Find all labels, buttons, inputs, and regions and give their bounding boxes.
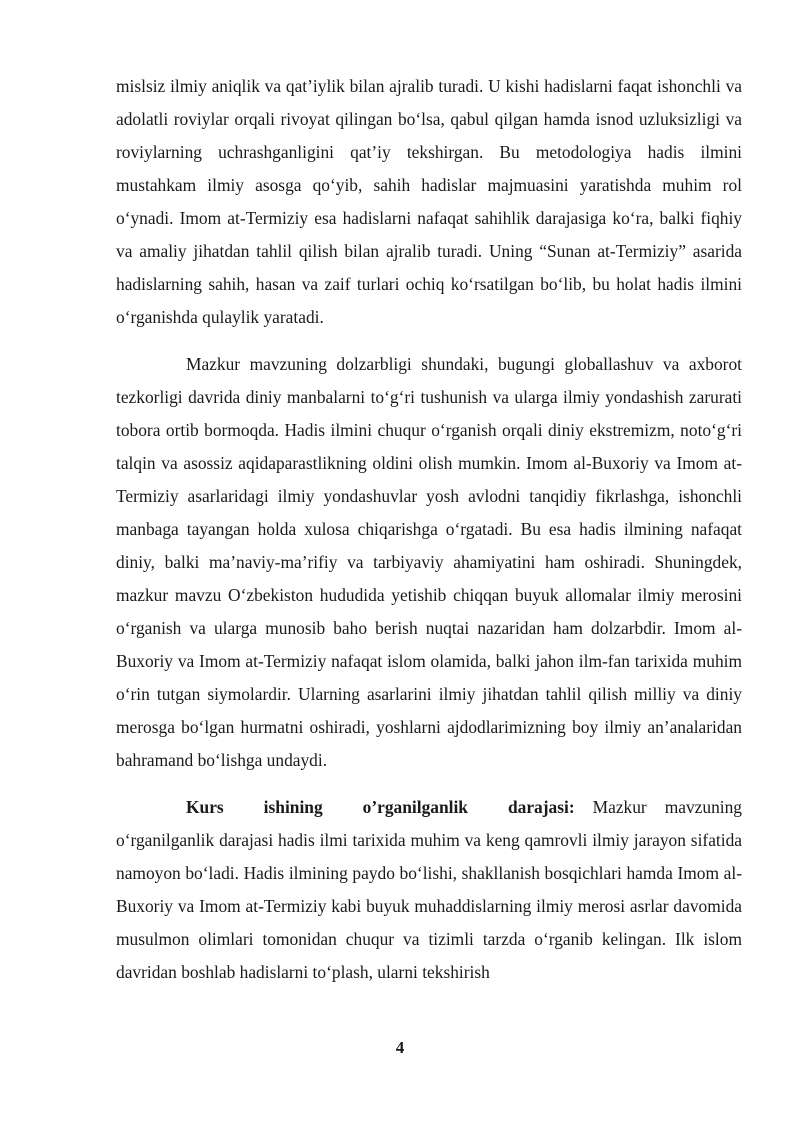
paragraph-1 bbox=[116, 70, 742, 334]
document-page bbox=[116, 70, 742, 1003]
paragraph-2-text: Mazkur mavzuning dolzarbligi shundaki, bugungi globallashuv va axborot tezkorligi davrida diniy manbalarni to‘g‘ri tushunish va ularga ilmiy yondashish zarurati tobora ortib bormoqda. Hadis ilmini chuqur o‘rganish orqali diniy ekstremizm, noto‘g‘ri talqin va asossiz aqidaparastlikning oldini olish mumkin. Imom al-Buxoriy va Imom at-Termiziy asarlaridagi ilmiy yondashuvlar yosh avlodni tanqidiy fikrlashga, ishonchli manbaga tayangan holda xulosa chiqarishga o‘rgatadi. Bu esa hadis ilmining nafaqat diniy, balki ma’naviy-ma’rifiy va tarbiyaviy ahamiyatini ham oshiradi. Shuningdek, mazkur mavzu O‘zbekiston hududida yetishib chiqqan buyuk allomalar ilmiy merosini o‘rganish va ularga munosib baho berish nuqtai nazaridan ham dolzarbdir. Imom al-Buxoriy va Imom at-Termiziy nafaqat islom olamida, balki jahon ilm-fan tarixida muhim o‘rin tutgan siymolardir. Ularning asarlarini ilmiy jihatdan tahlil qilish milliy va diniy merosga bo‘lgan hurmatni oshiradi, yoshlarni ajdodlarimizning boy ilmiy an’analaridan bahramand bo‘lishga undaydi. bbox=[116, 354, 742, 770]
paragraph-3 bbox=[116, 791, 742, 989]
page-number: 4 bbox=[395, 1038, 405, 1057]
paragraph-2 bbox=[116, 348, 742, 777]
paragraph-1-text: mislsiz ilmiy aniqlik va qat’iylik bilan ajralib turadi. U kishi hadislarni faqat ishonchli va adolatli roviylar orqali rivoyat qilingan bo‘lsa, qabul qilgan hamda isnod uzluksizligi va roviylarning uchrashganligini qat’iy tekshirgan. Bu metodologiya hadis ilmini mustahkam ilmiy asosga qo‘yib, sahih hadislar majmuasini yaratishda muhim rol o‘ynadi. Imom at-Termiziy esa hadislarni nafaqat sahihlik darajasiga ko‘ra, balki fiqhiy va amaliy jihatdan tahlil qilish bilan ajralib turadi. Uning “Sunan at-Termiziy” asarida hadislarning sahih, hasan va zaif turlari ochiq ko‘rsatilgan bo‘lib, bu holat hadis ilmini o‘rganishda qulaylik yaratadi. bbox=[116, 76, 742, 327]
paragraph-3-text: Mazkur mavzuning o‘rganilganlik darajasi hadis ilmi tarixida muhim va keng qamrovli ilmiy jarayon sifatida namoyon bo‘ladi. Hadis ilmining paydo bo‘lishi, shakllanish bosqichlari hamda Imom al-Buxoriy va Imom at-Termiziy kabi buyuk muhaddislarning ilmiy merosi asrlar davomida musulmon olimlari tomonidan chuqur va tizimli tarzda o‘rganib kelingan. Ilk islom davridan boshlab hadislarni to‘plash, ularni tekshirish bbox=[116, 797, 742, 982]
section-heading-lead: Kurs ishining o’rganilganlik darajasi: bbox=[186, 797, 575, 817]
